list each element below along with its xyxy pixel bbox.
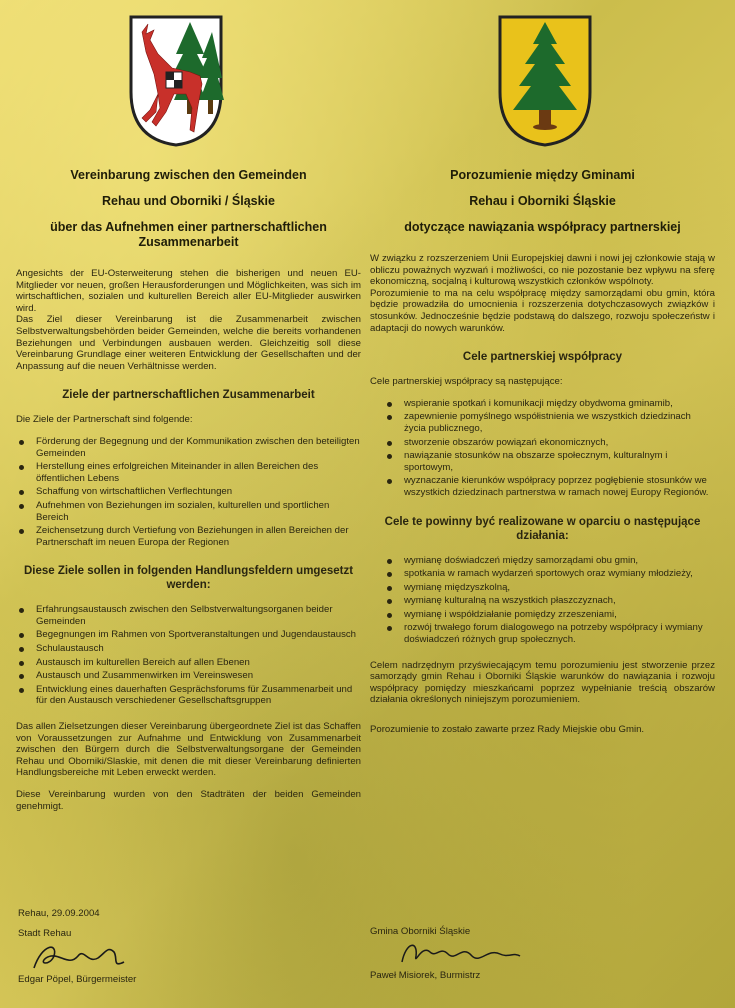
polish-goals-heading: Cele partnerskiej współpracy — [462, 351, 623, 364]
list-item: Begegnungen im Rahmen von Sportveranstaltungen und Jugendaustausch — [16, 629, 361, 641]
bullet-icon — [387, 441, 392, 446]
german-fields-list — [16, 604, 361, 707]
german-summary: Das allen Zielsetzungen dieser Vereinbarung übergeordnete Ziel ist das Schaffen von Voraussetzungen zur Aufnahme und Entwicklung von Zusammenarbeit zwischen den Bürgern durch die Selbstverwaltungsorgane der Gemeinden Rehau und Oborniki/Slaskie, mit denen die mit dieser Vereinbarung definierten Handlungsbereiche mit Leben erweckt werden. — [16, 721, 361, 779]
bullet-icon — [387, 613, 392, 618]
bullet-icon — [19, 661, 24, 666]
german-goals-intro: Die Ziele der Partnerschaft sind folgende: — [16, 414, 193, 426]
list-item: Austausch und Zusammenwirken im Vereinswesen — [16, 670, 361, 682]
bullet-icon — [19, 647, 24, 652]
list-item: wymianę i współdziałanie pomiędzy zrzeszeniami, — [370, 609, 715, 621]
list-item: Schaffung von wirtschaftlichen Verflechtungen — [16, 486, 361, 498]
polish-organisation: Gmina Oborniki Śląskie — [370, 926, 471, 937]
german-signer: Edgar Pöpel, Bürgermeister — [18, 974, 137, 985]
polish-title-line3: dotyczące nawiązania współpracy partnerskiej — [404, 220, 681, 234]
polish-intro: W związku z rozszerzeniem Unii Europejskiej dawni i nowi jej członkowie stają w obliczu poważnych wyzwań i możliwości, co nie pozostanie bez wpływu na sferę ekonomiczną, socjalną i kulturową wszystkich członków wspólnoty. Porozumienie to ma na celu współpracę między samorządami obu gmin, która będzie prowadziła do umocnienia i rozszerzenia dotychczasowych związków i stosunków. Jednocześnie będzie podstawą do dalszego, rozwoju społeczeństw i adaptacji do nowych warunków. — [370, 253, 715, 334]
bullet-icon — [387, 586, 392, 591]
bullet-icon — [387, 402, 392, 407]
list-item: wymianę międzyszkolną, — [370, 582, 715, 594]
list-item: wyznaczanie kierunków współpracy poprzez pogłębienie stosunków we wszystkich dziedzinach partnerstwa w ramach nowej Europy Regionów. — [370, 475, 715, 498]
bullet-icon — [19, 633, 24, 638]
list-item: Zeichensetzung durch Vertiefung von Beziehungen in allen Bereichen der Partnerschaft im neuen Europa der Regionen — [16, 525, 361, 548]
german-goals-list — [16, 436, 361, 548]
list-item: wspieranie spotkań i komunikacji między obydwoma gminamib, — [370, 398, 715, 410]
list-item: spotkania w ramach wydarzeń sportowych oraz wymiany młodzieży, — [370, 568, 715, 580]
polish-goals-intro: Cele partnerskiej współpracy są następujące: — [370, 376, 563, 388]
german-fields-heading: Diese Ziele sollen in folgenden Handlungsfeldern umgesetzt werden: — [23, 565, 354, 592]
polish-signer: Paweł Misiorek, Burmistrz — [370, 970, 481, 981]
bullet-icon — [19, 490, 24, 495]
polish-goals-list — [370, 398, 715, 499]
polish-title-line1: Porozumienie między Gminami — [450, 168, 635, 182]
list-item: Aufnehmen von Beziehungen im sozialen, kulturellen und sportlichen Bereich — [16, 500, 361, 523]
bullet-icon — [387, 559, 392, 564]
polish-closing: Porozumienie to zostało zawarte przez Rady Miejskie obu Gmin. — [370, 724, 645, 736]
german-column — [16, 162, 361, 822]
bullet-icon — [19, 529, 24, 534]
german-signature — [28, 938, 138, 978]
german-title-line3: über das Aufnehmen einer partnerschaftlichen Zusammenarbeit — [50, 220, 327, 249]
bullet-icon — [19, 608, 24, 613]
list-item: nawiązanie stosunków na obszarze społecznym, kulturalnym i sportowym, — [370, 450, 715, 473]
german-title-line2: Rehau und Oborniki / Śląskie — [102, 194, 275, 208]
bullet-icon — [387, 454, 392, 459]
list-item: Erfahrungsaustausch zwischen den Selbstverwaltungsorganen beider Gemeinden — [16, 604, 361, 627]
bullet-icon — [19, 440, 24, 445]
polish-title-line2: Rehau i Oborniki Śląskie — [469, 194, 616, 208]
list-item: Austausch im kulturellen Bereich auf allen Ebenen — [16, 657, 361, 669]
list-item: wymianę kulturalną na wszystkich płaszczyznach, — [370, 595, 715, 607]
bullet-icon — [19, 504, 24, 509]
german-title-line1: Vereinbarung zwischen den Gemeinden — [70, 168, 307, 182]
bullet-icon — [19, 688, 24, 693]
bullet-icon — [387, 599, 392, 604]
bullet-icon — [387, 479, 392, 484]
polish-fields-list — [370, 555, 715, 646]
list-item: Herstellung eines erfolgreichen Miteinander in allen Bereichen des öffentlichen Lebens — [16, 461, 361, 484]
german-date: Rehau, 29.09.2004 — [18, 908, 100, 919]
list-item: Förderung der Begegnung und der Kommunikation zwischen den beteiligten Gemeinden — [16, 436, 361, 459]
bullet-icon — [19, 465, 24, 470]
polish-signature — [396, 934, 526, 974]
german-goals-heading: Ziele der partnerschaftlichen Zusammenarbeit — [62, 389, 315, 402]
rehau-coat-of-arms-icon — [128, 14, 224, 148]
bullet-icon — [19, 674, 24, 679]
polish-fields-heading: Cele te powinny być realizowane w oparciu o następujące działania: — [384, 515, 701, 542]
list-item: wymianę doświadczeń między samorządami obu gmin, — [370, 555, 715, 567]
german-organisation: Stadt Rehau — [18, 928, 72, 939]
german-closing: Diese Vereinbarung wurden von den Stadträten der beiden Gemeinden genehmigt. — [16, 789, 361, 812]
bullet-icon — [387, 415, 392, 420]
bullet-icon — [387, 626, 392, 631]
list-item: rozwój trwałego forum dialogowego na potrzeby współpracy i wymiany doświadczeń różnych grup społecznych. — [370, 622, 715, 645]
list-item: Entwicklung eines dauerhaften Gesprächsforums für Zusammenarbeit und für den Austausch verschiedener Gesellschaftsgruppen — [16, 684, 361, 707]
german-intro: Angesichts der EU-Osterweiterung stehen die bisherigen und neuen EU-Mitglieder vor neuen, großen Herausforderungen und Möglichkeiten, was sich im wirtschaftlichen, sozialen und kulturellen Bereich aller EU-Mitglieder auswirken wird. Das Ziel dieser Vereinbarung ist die Zusammenarbeit zwischen Selbstverwaltungsbehörden beider Gemeinden, welche die bereits vorhandenen Beziehungen und Verbindungen ausbauen werden. Gleichzeitig soll diese Vereinbarung Grundlage einer weiteren Entwicklung der Gesellschaften und der Anpassung auf die neuen Verhältnisse werden. — [16, 268, 361, 372]
list-item: stworzenie obszarów powiązań ekonomicznych, — [370, 437, 715, 449]
bullet-icon — [387, 572, 392, 577]
list-item: Schulaustausch — [16, 643, 361, 655]
polish-summary: Celem nadrzędnym przyświecającym temu porozumieniu jest stworzenie przez samorządy gmin Rehau i Oborniki Śląskie warunków do nawiązania i rozwoju współpracy pomiędzy mieszkańcami poprzez wypełnianie treścią obszarów działania określonych niniejszym porozumieniem. — [370, 659, 715, 706]
oborniki-coat-of-arms-icon — [497, 14, 593, 148]
polish-column — [370, 162, 715, 746]
list-item: zapewnienie pomyślnego współistnienia we wszystkich dziedzinach życia publicznego, — [370, 411, 715, 434]
